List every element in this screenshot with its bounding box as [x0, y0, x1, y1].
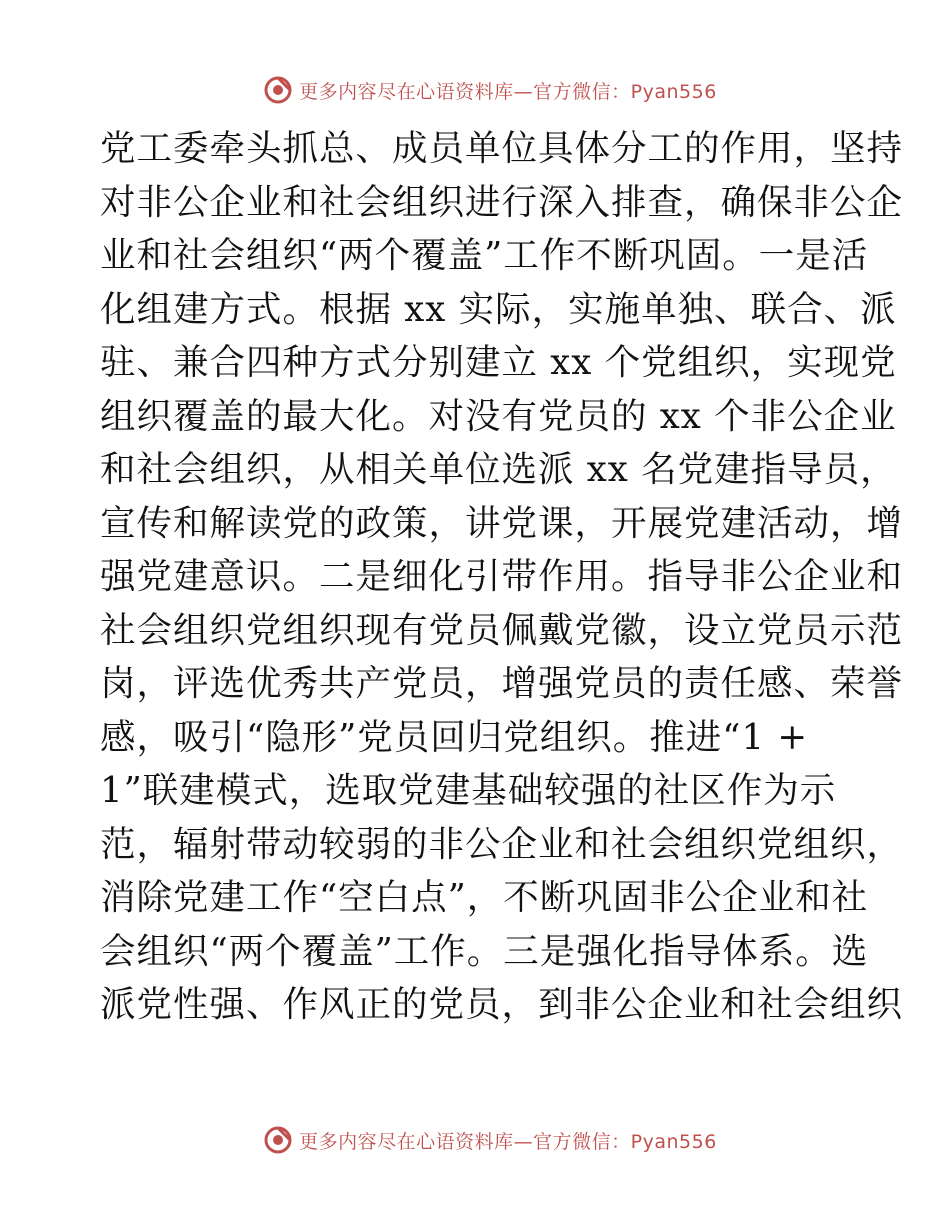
text-line: 派党性强、作风正的党员，到非公企业和社会组织 — [100, 984, 904, 1025]
text-line: 会组织“两个覆盖”工作。三是强化指导体系。选 — [100, 930, 869, 972]
text-line: 驻、兼合四种方式分别建立 xx 个党组织，实现党 — [100, 342, 897, 383]
text-line: 范，辐射带动较弱的非公企业和社会组织党组织， — [100, 823, 904, 865]
text-line: 社会组织党组织现有党员佩戴党徽，设立党员示范 — [100, 609, 904, 651]
text-line: 党工委牵头抓总、成员单位具体分工的作用，坚持 — [100, 128, 904, 169]
footer-watermark-text: 更多内容尽在心语资料库—官方微信：Pyan556 — [299, 1130, 717, 1153]
text-line: 感，吸引“隐形”党员回归党组织。推进“1 + — [100, 716, 809, 758]
text-line: 对非公企业和社会组织进行深入排查，确保非公企 — [100, 181, 904, 223]
header-watermark-text: 更多内容尽在心语资料库—官方微信：Pyan556 — [299, 80, 717, 103]
header-watermark — [0, 70, 950, 110]
text-line: 化组建方式。根据 xx 实际，实施单独、联合、派 — [100, 288, 897, 330]
text-line: 宣传和解读党的政策，讲党课，开展党建活动，增 — [100, 502, 904, 544]
text-line: 组织覆盖的最大化。对没有党员的 xx 个非公企业 — [100, 395, 897, 437]
text-line: 1”联建模式，选取党建基础较强的社区作为示 — [100, 770, 837, 811]
text-line: 和社会组织，从相关单位选派 xx 名党建指导员， — [100, 449, 897, 490]
footer-watermark — [0, 1120, 950, 1160]
text-line: 业和社会组织“两个覆盖”工作不断巩固。一是活 — [100, 235, 869, 276]
brand-logo-icon — [263, 1125, 293, 1155]
document-body — [100, 122, 904, 1032]
text-line: 岗，评选优秀共产党员，增强党员的责任感、荣誉 — [100, 663, 904, 704]
text-line: 消除党建工作“空白点”，不断巩固非公企业和社 — [100, 877, 869, 918]
brand-logo-icon — [263, 75, 293, 105]
text-line: 强党建意识。二是细化引带作用。指导非公企业和 — [100, 556, 904, 597]
